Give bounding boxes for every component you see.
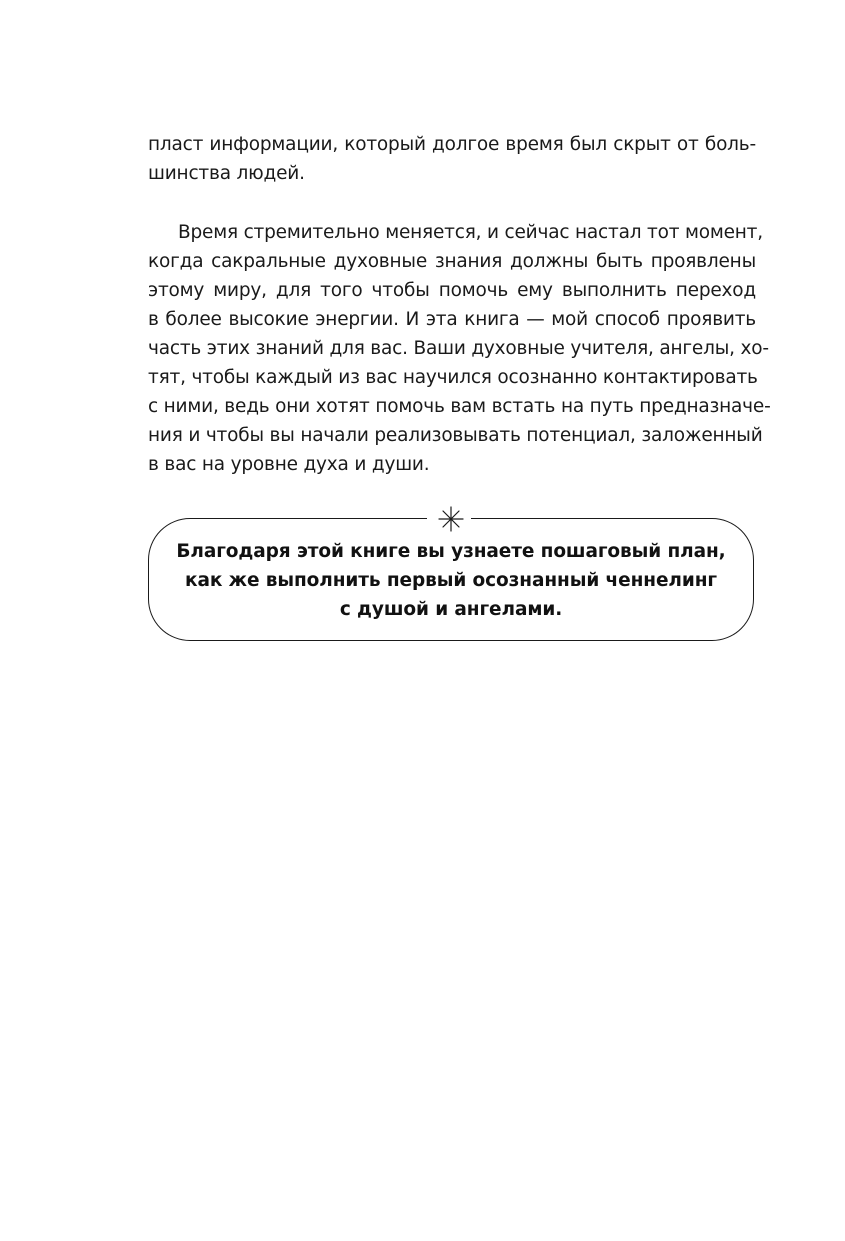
sparkle-icon [436, 504, 466, 534]
callout-line: как же выполнить первый осознанный ченнелинг [185, 570, 717, 591]
text-line: тят, чтобы каждый из вас научился осознанно контактировать [148, 367, 758, 388]
text-line: в более высокие энергии. И эта книга — мой способ проявить [148, 309, 756, 330]
text-line: пласт информации, который долгое время был скрыт от боль- [148, 134, 756, 155]
text-line: этому миру, для того чтобы помочь ему выполнить переход [148, 280, 756, 301]
callout-line: Благодаря этой книге вы узнаете пошаговый план, [176, 541, 726, 562]
callout-line: с душой и ангелами. [339, 599, 563, 620]
paragraph-main [148, 218, 771, 479]
text-line: в вас на уровне духа и души. [148, 454, 430, 475]
paragraph-intro [148, 130, 756, 188]
callout-box [148, 518, 754, 641]
text-line: с ними, ведь они хотят помочь вам встать на путь предназначе- [148, 396, 771, 417]
text-line: Время стремительно меняется, и сейчас настал тот момент, [178, 222, 763, 243]
text-line: шинства людей. [148, 163, 305, 184]
text-line: когда сакральные духовные знания должны быть проявлены [148, 251, 756, 272]
text-line: ния и чтобы вы начали реализовывать потенциал, заложенный [148, 425, 763, 446]
text-line: часть этих знаний для вас. Ваши духовные учителя, ангелы, хо- [148, 338, 769, 359]
callout-text [149, 537, 753, 624]
